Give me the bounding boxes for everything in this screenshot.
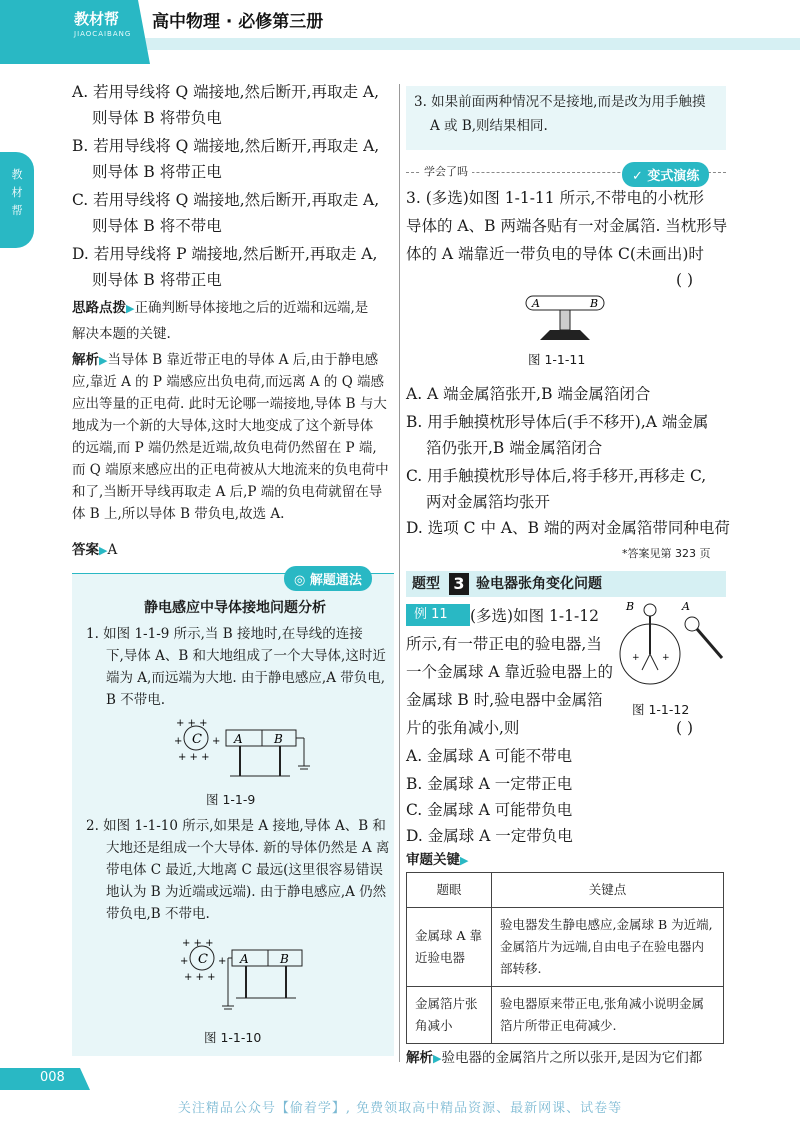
analysis-line: 应,靠近 A 的 P 端感应出负电荷,而远离 A 的 Q 端感 [72,374,385,390]
svg-text:+: + [180,956,189,967]
hint-line: 思路点拨▶正确判断导体接地之后的近端和远端,是 [72,300,369,316]
table-cell: 验电器发生静电感应,金属球 B 为近端,金属箔片为远端,自由电子在验电器内部转移. [492,908,724,987]
side-tab: 教材帮 [0,152,34,248]
q3-option: 两对金属箔均张开 [426,493,551,511]
q3-line: 体的 A 端靠近一带负电的导体 C(未画出)时 [406,245,704,263]
analysis-label: 解析 [72,352,99,368]
tail-label: 解析 [406,1050,433,1066]
tail-line: 解析▶验电器的金属箔片之所以张开,是因为它们都 [406,1050,703,1066]
analysis-line: 体 B 上,所以导体 B 带负电,故选 A. [72,506,285,522]
option-line: D. 若用导线将 P 端接地,然后断开,再取走 A, [72,245,378,263]
table-header: 关键点 [492,873,724,908]
box-line: 1. 如图 1-1-9 所示,当 B 接地时,在导线的连接 [86,626,363,642]
table-header: 题眼 [407,873,492,908]
method-tag: ◎ 解题通法 [284,566,372,591]
q3-option: D. 选项 C 中 A、B 端的两对金属箔带同种电荷 [406,519,730,537]
analysis-line: 的远端,而 P 端仍然是近端,故负电荷仍然留在 P 端, [72,440,377,456]
box-line: 带负电,B 不带电. [106,906,210,922]
q3-option: B. 用手触摸枕形导体后(手不移开),A 端金属 [406,413,709,431]
hint-line: 解决本题的关键. [72,326,171,342]
svg-text:C: C [198,952,208,967]
example-line: 一个金属球 A 靠近验电器上的 [406,663,614,681]
svg-text:B: B [626,600,635,613]
answer-ref: *答案见第 323 页 [622,547,711,560]
example-option: B. 金属球 A 一定带正电 [406,775,573,793]
analysis-line: 而 Q 端原来感应出的正电荷被从大地流来的负电荷中 [72,462,389,478]
example-option: D. 金属球 A 一定带负电 [406,827,573,845]
option-line: 则导体 B 将带正电 [92,271,222,289]
svg-text:A: A [532,297,540,310]
svg-text:B: B [274,732,283,746]
answer-label: 答案 [72,542,99,558]
option-line: C. 若用导线将 Q 端接地,然后断开,再取走 A, [72,191,380,209]
figure-1-1-12 [618,598,730,694]
example-option: A. 金属球 A 可能不带电 [406,747,573,765]
svg-text:A: A [240,952,249,966]
variant-tag: ✓ 变式演练 [622,162,709,187]
column-divider [399,84,400,1062]
topic-label: 题型 [412,576,440,592]
box-line: 大地还是组成一个大导体. 新的导体仍然是 A 离 [106,840,390,856]
svg-text:+ + +: + + + [182,938,214,949]
triangle-icon: ▶ [433,1052,442,1065]
table-row [407,908,724,987]
svg-text:+: + [632,653,640,663]
triangle-icon: ▶ [99,544,108,557]
fig-caption: 图 1-1-9 [206,792,256,807]
example-line: (多选)如图 1-1-12 [470,607,599,625]
option-line: A. 若用导线将 Q 端接地,然后断开,再取走 A, [72,83,380,101]
svg-text:+ + +: + + + [178,752,210,763]
box-line: 端为 A,而远端为大地. 由于静电感应,A 带负电, [106,670,386,686]
page-number: 008 [40,1070,65,1085]
page-header [0,0,800,64]
box-line: 下,导体 A、B 和大地组成了一个大导体,这时近 [106,648,386,664]
q3-line: 3. (多选)如图 1-1-11 所示,不带电的小枕形 [406,189,705,207]
analysis-line: 解析▶当导体 B 靠近带正电的导体 A 后,由于静电感 [72,352,379,368]
answer-line [72,540,117,561]
book-title: 高中物理 · 必修第三册 [152,12,324,32]
option-line: B. 若用导线将 Q 端接地,然后断开,再取走 A, [72,137,380,155]
topic-title: 验电器张角变化问题 [476,576,602,592]
watermark: 关注精品公众号【偷着学】, 免费领取高中精品资源、最新网课、试卷等 [177,1101,623,1116]
box-title: 静电感应中导体接地问题分析 [144,600,326,616]
key-label: 审题关键 [406,852,460,868]
fig-caption: 图 1-1-10 [204,1030,262,1045]
q3-option: 箔仍张开,B 端金属箔闭合 [426,439,603,457]
note-line: 3. 如果前面两种情况不是接地,而是改为用手触摸 [414,94,706,110]
triangle-icon: ▶ [460,854,469,867]
example-line: 片的张角减小,则 [406,719,520,737]
analysis-line: 和了,当断开导线再取走 A 后,P 端的负电荷就留在导 [72,484,383,500]
box-line: 2. 如图 1-1-10 所示,如果是 A 接地,导体 A、B 和 [86,818,386,834]
q3-line: 导体的 A、B 两端各贴有一对金属箔. 当枕形导 [406,217,728,235]
svg-text:A: A [682,600,690,613]
search-icon: ◎ [294,573,310,588]
topic-number: 3 [449,573,469,595]
figure-1-1-11 [520,294,610,342]
svg-text:+: + [218,956,227,967]
table-header-row [407,873,724,908]
q3-option: A. A 端金属箔张开,B 端金属箔闭合 [406,385,651,403]
box-line: 带电体 C 最近,大地离 C 最远(这里很容易错误 [106,862,383,878]
example-badge: 例 11 [406,604,470,626]
table-row [407,987,724,1044]
key-line [406,850,468,871]
figure-1-1-10 [176,936,316,1016]
triangle-icon: ▶ [99,354,108,367]
fig-label-c: C [192,732,202,747]
answer-bracket: ( ) [676,271,694,289]
svg-text:+ + +: + + + [176,718,208,729]
example-line: 金属球 B 时,验电器中金属箔 [406,691,603,709]
figure-1-1-9 [170,716,320,782]
svg-text:+: + [212,736,221,747]
svg-text:+: + [662,653,670,663]
answer-value: A [107,542,118,558]
table-cell: 金属箔片张角减小 [407,987,492,1044]
option-line: 则导体 B 将带负电 [92,109,222,127]
example-line: 所示,有一带正电的验电器,当 [406,635,602,653]
option-line: 则导体 B 将不带电 [92,217,222,235]
q3-option: C. 用手触摸枕形导体后,将手移开,再移走 C, [406,467,707,485]
brand-logo: 教材帮 [74,10,120,28]
svg-text:B: B [590,297,599,310]
analysis-line: 应出等量的正电荷. 此时无论哪一端接地,导体 B 与大 [72,396,387,412]
key-table [406,872,724,1044]
learn-label: 学会了吗 [420,162,472,182]
triangle-icon: ▶ [126,302,135,315]
example-option: C. 金属球 A 可能带负电 [406,801,573,819]
brand-logo-sub: JIAOCAIBANG [74,30,132,38]
answer-bracket: ( ) [676,719,694,737]
analysis-line: 地成为一个新的大导体,这时大地变成了这个新导体 [72,418,374,434]
table-cell: 验电器原来带正电,张角减小说明金属箔片所带正电荷减少. [492,987,724,1044]
svg-text:B: B [280,952,289,966]
svg-text:A: A [234,732,243,746]
table-cell: 金属球 A 靠近验电器 [407,908,492,987]
box-line: 地认为 B 为近端或远端). 由于静电感应,A 仍然 [106,884,387,900]
box-line: B 不带电. [106,692,166,708]
check-icon: ✓ [632,169,648,184]
option-line: 则导体 B 将带正电 [92,163,222,181]
svg-text:+ + +: + + + [184,972,216,983]
hint-label: 思路点拨 [72,300,126,316]
note-line: A 或 B,则结果相同. [430,118,548,134]
svg-text:+: + [174,736,183,747]
fig-caption: 图 1-1-12 [632,702,690,717]
fig-caption: 图 1-1-11 [528,352,586,367]
